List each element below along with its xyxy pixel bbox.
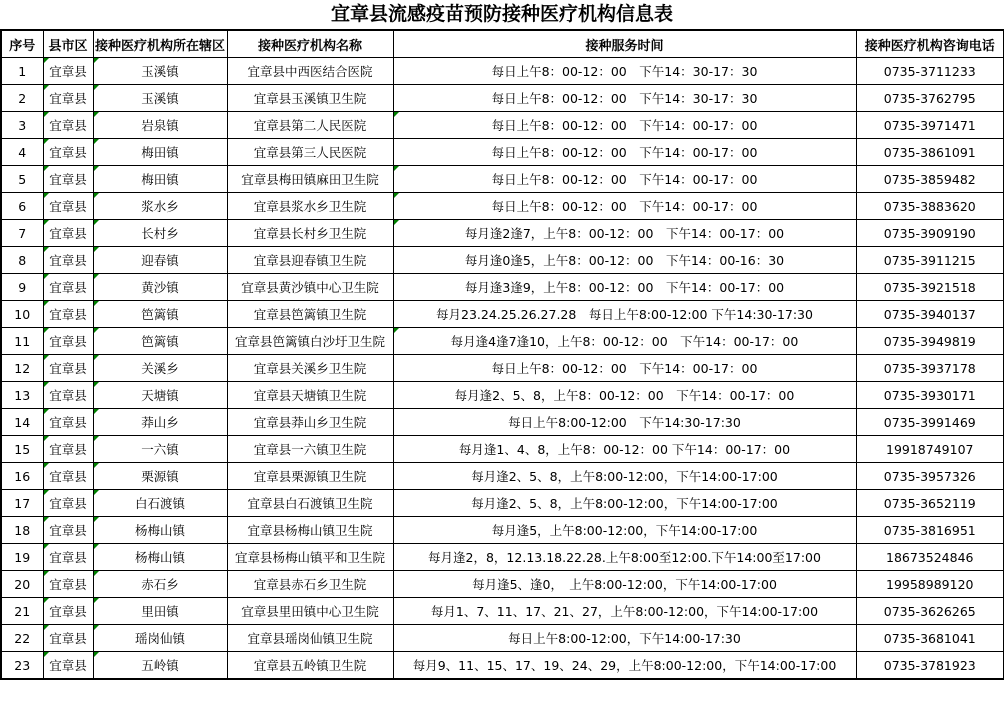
phone-cell[interactable]: 0735-3781923: [856, 652, 1004, 680]
row-number-cell[interactable]: 10: [1, 301, 43, 328]
phone-cell[interactable]: 0735-3681041: [856, 625, 1004, 652]
county-cell-with-marker[interactable]: 宜章县: [43, 382, 93, 409]
district-cell-with-marker[interactable]: 梅田镇: [93, 166, 227, 193]
phone-cell[interactable]: 0735-3949819: [856, 328, 1004, 355]
service-time-cell[interactable]: 每日上午8:00-12:00 下午14:30-17:30: [393, 409, 856, 436]
county-cell-with-marker[interactable]: 宜章县: [43, 517, 93, 544]
district-cell-with-marker[interactable]: 迎春镇: [93, 247, 227, 274]
institution-name-cell[interactable]: 宜章县玉溪镇卫生院: [227, 85, 393, 112]
service-time-cell[interactable]: 每月1、7、11、17、21、27，上午8:00-12:00，下午14:00-17:00: [393, 598, 856, 625]
table-row: [1, 625, 1004, 652]
row-number-cell[interactable]: 4: [1, 139, 43, 166]
service-time-cell-with-marker[interactable]: 每月逢2逢7，上午8：00-12：00 下午14：00-17：00: [393, 220, 856, 247]
row-number-cell[interactable]: 16: [1, 463, 43, 490]
header-county: 县市区: [43, 30, 93, 58]
county-cell-with-marker[interactable]: 宜章县: [43, 355, 93, 382]
phone-cell[interactable]: 0735-3971471: [856, 112, 1004, 139]
phone-cell[interactable]: 0735-3816951: [856, 517, 1004, 544]
table-row: [1, 85, 1004, 112]
service-time-cell[interactable]: 每月逢1、4、8，上午8：00-12：00 下午14：00-17：00: [393, 436, 856, 463]
header-district: 接种医疗机构所在辖区: [93, 30, 227, 58]
row-number-cell[interactable]: 18: [1, 517, 43, 544]
institution-name-cell[interactable]: 宜章县黄沙镇中心卫生院: [227, 274, 393, 301]
institution-name-cell[interactable]: 宜章县栗源镇卫生院: [227, 463, 393, 490]
county-cell-with-marker[interactable]: 宜章县: [43, 436, 93, 463]
institution-name-cell[interactable]: 宜章县五岭镇卫生院: [227, 652, 393, 680]
institution-name-cell[interactable]: 宜章县笆篱镇白沙圩卫生院: [227, 328, 393, 355]
district-cell-with-marker[interactable]: 黄沙镇: [93, 274, 227, 301]
phone-cell[interactable]: 0735-3762795: [856, 85, 1004, 112]
table-row: [1, 544, 1004, 571]
institution-name-cell[interactable]: 宜章县长村乡卫生院: [227, 220, 393, 247]
county-cell-with-marker[interactable]: 宜章县: [43, 139, 93, 166]
district-cell-with-marker[interactable]: 一六镇: [93, 436, 227, 463]
county-cell-with-marker[interactable]: 宜章县: [43, 598, 93, 625]
row-number-cell[interactable]: 1: [1, 58, 43, 85]
county-cell-with-marker[interactable]: 宜章县: [43, 463, 93, 490]
table-body: [1, 58, 1004, 680]
district-cell-with-marker[interactable]: 玉溪镇: [93, 85, 227, 112]
row-number-cell[interactable]: 15: [1, 436, 43, 463]
institution-name-cell[interactable]: 宜章县第三人民医院: [227, 139, 393, 166]
table-row: [1, 166, 1004, 193]
service-time-cell[interactable]: 每月9、11、15、17、19、24、29，上午8:00-12:00，下午14:00-17:00: [393, 652, 856, 680]
row-number-cell[interactable]: 21: [1, 598, 43, 625]
institution-name-cell[interactable]: 宜章县中西医结合医院: [227, 58, 393, 85]
row-number-cell[interactable]: 3: [1, 112, 43, 139]
district-cell-with-marker[interactable]: 里田镇: [93, 598, 227, 625]
service-time-cell[interactable]: 每月逢5、逢0， 上午8:00-12:00，下午14:00-17:00: [393, 571, 856, 598]
county-cell-with-marker[interactable]: 宜章县: [43, 193, 93, 220]
phone-cell[interactable]: 19958989120: [856, 571, 1004, 598]
row-number-cell[interactable]: 2: [1, 85, 43, 112]
county-cell-with-marker[interactable]: 宜章县: [43, 571, 93, 598]
county-cell-with-marker[interactable]: 宜章县: [43, 274, 93, 301]
table-row: [1, 247, 1004, 274]
phone-cell[interactable]: 0735-3861091: [856, 139, 1004, 166]
institution-name-cell[interactable]: 宜章县迎春镇卫生院: [227, 247, 393, 274]
table-row: [1, 382, 1004, 409]
phone-cell[interactable]: 19918749107: [856, 436, 1004, 463]
service-time-cell-with-marker[interactable]: 每日上午8：00-12：00 下午14：00-17：00: [393, 166, 856, 193]
phone-cell[interactable]: 0735-3859482: [856, 166, 1004, 193]
row-number-cell[interactable]: 14: [1, 409, 43, 436]
table-row: [1, 274, 1004, 301]
phone-cell[interactable]: 18673524846: [856, 544, 1004, 571]
page-title: 宜章县流感疫苗预防接种医疗机构信息表: [330, 3, 673, 25]
district-cell-with-marker[interactable]: 浆水乡: [93, 193, 227, 220]
district-cell-with-marker[interactable]: 岩泉镇: [93, 112, 227, 139]
service-time-cell[interactable]: 每日上午8：00-12：00 下午14：00-17：00: [393, 139, 856, 166]
phone-cell[interactable]: 0735-3711233: [856, 58, 1004, 85]
table-row: [1, 490, 1004, 517]
phone-cell[interactable]: 0735-3921518: [856, 274, 1004, 301]
row-number-cell[interactable]: 17: [1, 490, 43, 517]
table-row: [1, 301, 1004, 328]
institution-name-cell[interactable]: 宜章县里田镇中心卫生院: [227, 598, 393, 625]
service-time-cell[interactable]: 每日上午8：00-12：00 下午14：30-17：30: [393, 85, 856, 112]
phone-cell[interactable]: 0735-3991469: [856, 409, 1004, 436]
row-number-cell[interactable]: 22: [1, 625, 43, 652]
county-cell-with-marker[interactable]: 宜章县: [43, 247, 93, 274]
service-time-cell[interactable]: 每日上午8：00-12：00 下午14：00-17：00: [393, 355, 856, 382]
phone-cell[interactable]: 0735-3626265: [856, 598, 1004, 625]
phone-cell[interactable]: 0735-3940137: [856, 301, 1004, 328]
district-cell-with-marker[interactable]: 玉溪镇: [93, 58, 227, 85]
institution-name-cell[interactable]: 宜章县杨梅山镇卫生院: [227, 517, 393, 544]
vaccination-institutions-table: [0, 29, 1004, 680]
service-time-cell-with-marker[interactable]: 每月逢4逢7逢10，上午8：00-12：00 下午14：00-17：00: [393, 328, 856, 355]
institution-name-cell[interactable]: 宜章县莽山乡卫生院: [227, 409, 393, 436]
service-time-cell[interactable]: 每月逢2、5、8，上午8:00-12:00，下午14:00-17:00: [393, 490, 856, 517]
row-number-cell[interactable]: 5: [1, 166, 43, 193]
institution-name-cell[interactable]: 宜章县瑶岗仙镇卫生院: [227, 625, 393, 652]
service-time-cell[interactable]: 每月逢3逢9，上午8：00-12：00 下午14：00-17：00: [393, 274, 856, 301]
table-row: [1, 436, 1004, 463]
table-row: [1, 463, 1004, 490]
county-cell-with-marker[interactable]: 宜章县: [43, 301, 93, 328]
phone-cell[interactable]: 0735-3652119: [856, 490, 1004, 517]
table-row: [1, 409, 1004, 436]
institution-name-cell[interactable]: 宜章县天塘镇卫生院: [227, 382, 393, 409]
county-cell-with-marker[interactable]: 宜章县: [43, 409, 93, 436]
row-number-cell[interactable]: 13: [1, 382, 43, 409]
institution-name-cell[interactable]: 宜章县赤石乡卫生院: [227, 571, 393, 598]
district-cell-with-marker[interactable]: 关溪乡: [93, 355, 227, 382]
county-cell-with-marker[interactable]: 宜章县: [43, 544, 93, 571]
district-cell-with-marker[interactable]: 莽山乡: [93, 409, 227, 436]
service-time-cell[interactable]: 每月逢5，上午8:00-12:00，下午14:00-17:00: [393, 517, 856, 544]
institution-name-cell[interactable]: 宜章县关溪乡卫生院: [227, 355, 393, 382]
table-row: [1, 139, 1004, 166]
district-cell-with-marker[interactable]: 栗源镇: [93, 463, 227, 490]
service-time-cell[interactable]: 每月逢2、5、8，上午8：00-12：00 下午14：00-17：00: [393, 382, 856, 409]
header-service-time: 接种服务时间: [393, 30, 856, 58]
table-row: [1, 112, 1004, 139]
county-cell-with-marker[interactable]: 宜章县: [43, 625, 93, 652]
county-cell-with-marker[interactable]: 宜章县: [43, 652, 93, 680]
table-header: [1, 30, 1004, 58]
row-number-cell[interactable]: 20: [1, 571, 43, 598]
institution-name-cell[interactable]: 宜章县梅田镇麻田卫生院: [227, 166, 393, 193]
table-row: [1, 652, 1004, 680]
county-cell-with-marker[interactable]: 宜章县: [43, 166, 93, 193]
district-cell-with-marker[interactable]: 杨梅山镇: [93, 544, 227, 571]
table-row: [1, 355, 1004, 382]
phone-cell[interactable]: 0735-3937178: [856, 355, 1004, 382]
row-number-cell[interactable]: 11: [1, 328, 43, 355]
row-number-cell[interactable]: 8: [1, 247, 43, 274]
county-cell-with-marker[interactable]: 宜章县: [43, 328, 93, 355]
service-time-cell[interactable]: 每日上午8:00-12:00，下午14:00-17:30: [393, 625, 856, 652]
header-phone: 接种医疗机构咨询电话: [856, 30, 1004, 58]
district-cell-with-marker[interactable]: 五岭镇: [93, 652, 227, 680]
service-time-cell[interactable]: 每月逢0逢5，上午8：00-12：00 下午14：00-16：30: [393, 247, 856, 274]
district-cell-with-marker[interactable]: 天塘镇: [93, 382, 227, 409]
county-cell-with-marker[interactable]: 宜章县: [43, 220, 93, 247]
district-cell-with-marker[interactable]: 笆篱镇: [93, 328, 227, 355]
phone-cell[interactable]: 0735-3930171: [856, 382, 1004, 409]
county-cell-with-marker[interactable]: 宜章县: [43, 58, 93, 85]
row-number-cell[interactable]: 9: [1, 274, 43, 301]
institution-name-cell[interactable]: 宜章县第二人民医院: [227, 112, 393, 139]
table-row: [1, 58, 1004, 85]
service-time-cell-with-marker[interactable]: 每日上午8：00-12：00 下午14：00-17：00: [393, 112, 856, 139]
table-row: [1, 517, 1004, 544]
county-cell-with-marker[interactable]: 宜章县: [43, 112, 93, 139]
district-cell-with-marker[interactable]: 白石渡镇: [93, 490, 227, 517]
table-row: [1, 328, 1004, 355]
institution-name-cell[interactable]: 宜章县笆篱镇卫生院: [227, 301, 393, 328]
county-cell-with-marker[interactable]: 宜章县: [43, 490, 93, 517]
phone-cell[interactable]: 0735-3909190: [856, 220, 1004, 247]
table-row: [1, 220, 1004, 247]
service-time-cell[interactable]: 每月逢2，8，12.13.18.22.28.上午8:00至12:00.下午14:00至17:00: [393, 544, 856, 571]
phone-cell[interactable]: 0735-3957326: [856, 463, 1004, 490]
institution-name-cell[interactable]: 宜章县杨梅山镇平和卫生院: [227, 544, 393, 571]
district-cell-with-marker[interactable]: 瑶岗仙镇: [93, 625, 227, 652]
header-no: 序号: [1, 30, 43, 58]
institution-name-cell[interactable]: 宜章县一六镇卫生院: [227, 436, 393, 463]
service-time-cell[interactable]: 每月逢2、5、8，上午8:00-12:00，下午14:00-17:00: [393, 463, 856, 490]
table-row: [1, 193, 1004, 220]
row-number-cell[interactable]: 23: [1, 652, 43, 680]
service-time-cell[interactable]: 每月23.24.25.26.27.28 每日上午8:00-12:00 下午14:30-17:30: [393, 301, 856, 328]
service-time-cell[interactable]: 每日上午8：00-12：00 下午14：30-17：30: [393, 58, 856, 85]
table-row: [1, 598, 1004, 625]
institution-name-cell[interactable]: 宜章县白石渡镇卫生院: [227, 490, 393, 517]
district-cell-with-marker[interactable]: 笆篱镇: [93, 301, 227, 328]
row-number-cell[interactable]: 12: [1, 355, 43, 382]
district-cell-with-marker[interactable]: 赤石乡: [93, 571, 227, 598]
header-row: [1, 30, 1004, 58]
row-number-cell[interactable]: 19: [1, 544, 43, 571]
phone-cell[interactable]: 0735-3911215: [856, 247, 1004, 274]
table-row: [1, 571, 1004, 598]
phone-cell[interactable]: 0735-3883620: [856, 193, 1004, 220]
service-time-cell-with-marker[interactable]: 每日上午8：00-12：00 下午14：00-17：00: [393, 193, 856, 220]
district-cell-with-marker[interactable]: 杨梅山镇: [93, 517, 227, 544]
institution-name-cell[interactable]: 宜章县浆水乡卫生院: [227, 193, 393, 220]
county-cell-with-marker[interactable]: 宜章县: [43, 85, 93, 112]
header-institution: 接种医疗机构名称: [227, 30, 393, 58]
row-number-cell[interactable]: 6: [1, 193, 43, 220]
row-number-cell[interactable]: 7: [1, 220, 43, 247]
district-cell-with-marker[interactable]: 长村乡: [93, 220, 227, 247]
district-cell-with-marker[interactable]: 梅田镇: [93, 139, 227, 166]
